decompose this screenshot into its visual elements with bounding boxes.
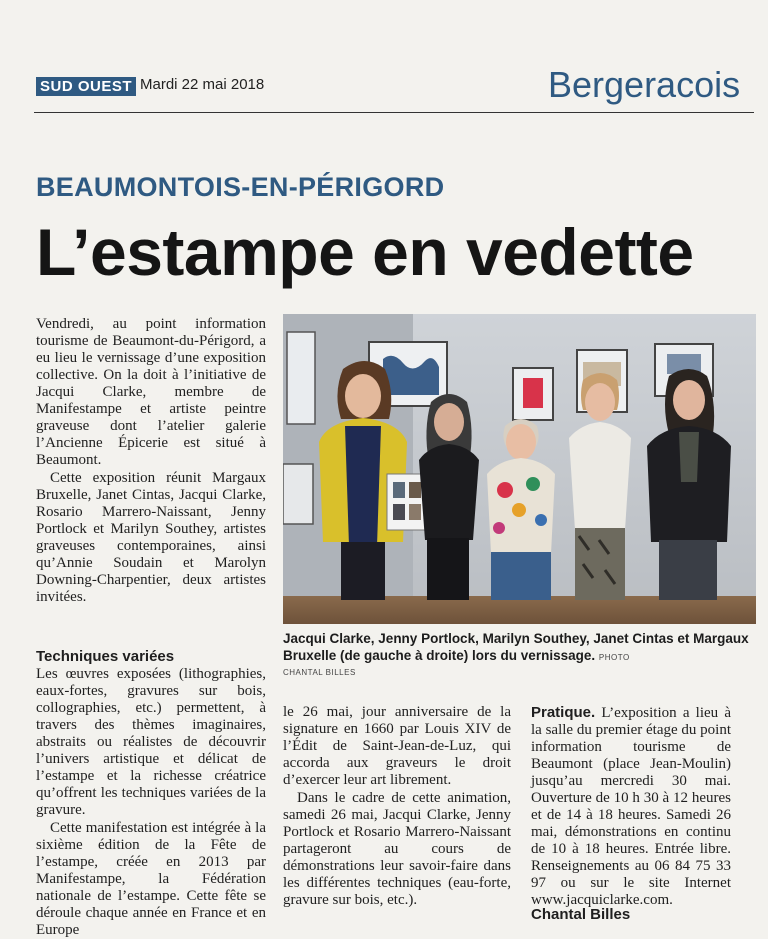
body-paragraph: le 26 mai, jour anniversaire de la signature en 1660 par Louis XIV de l’Édit de Saint-Jean-de-Luz, qui accorda aux graveurs le droit d’exercer leur art librement. bbox=[283, 704, 511, 788]
newspaper-logo: SUD OUEST bbox=[36, 77, 136, 96]
practical-info-text: L’exposition a lieu à la salle du premier étage du point information tourisme de Beaumont (place Jean-Moulin) jusqu’au mercredi 30 mai. Ouverture de 10 h 30 à 12 heures et de 14 à 18 heures. Samedi 26 mai, démonstrations en continu de 10 à 18 heures. Entrée libre. Renseignements au 06 84 75 33 97 ou sur le site Internet www.jacquiclarke.com. bbox=[531, 705, 731, 908]
body-paragraph: Les œuvres exposées (lithographies, eaux-fortes, gravures sur bois, collographies, etc.) permettent, à travers des thèmes imaginaires, abstraits ou réalistes de découvrir l’univers artistique et délicat de l’estampe et la richesse créatrice qu’offrent les techniques variées de la gravure. bbox=[36, 666, 266, 818]
lead-paragraph-1: Vendredi, au point information tourisme de Beaumont-du-Périgord, a eu lieu le vernissage d’une exposition collective. On la doit à l’initiative de Jacqui Clarke, membre de Manifestampe et artiste peintre graveuse dont l’atelier galerie l’Ancienne Épicerie est situé à Beaumont. bbox=[36, 316, 266, 468]
body-column-2 bbox=[283, 704, 511, 909]
lead-paragraph-2: Cette exposition réunit Margaux Bruxelle, Janet Cintas, Jacqui Clarke, Rosario Marrero-Naissant, Jenny Portlock et Marilyn Southey, artistes graveuses contemporaines, ainsi qu’Annie Soudain et Marolyn Downing-Charpentier, deux artistes invitées. bbox=[36, 470, 266, 605]
photo-credit-label: PHOTO bbox=[598, 653, 630, 662]
article-headline: L’estampe en vedette bbox=[36, 215, 694, 289]
body-paragraph: Cette manifestation est intégrée à la sixième édition de la Fête de l’estampe, créée en 2013 par Manifestampe, la Fédération nationale de l’estampe. Cette fête se déroule chaque année en France et en Europe bbox=[36, 820, 266, 938]
photo-caption-text: Jacqui Clarke, Jenny Portlock, Marilyn Southey, Janet Cintas et Margaux Bruxelle (de gauche à droite) lors du vernissage. bbox=[283, 631, 749, 663]
body-paragraph: Dans le cadre de cette animation, samedi 26 mai, Jacqui Clarke, Jenny Portlock et Rosario Marrero-Naissant partageront au cours de démonstrations leur savoir-faire dans les différentes techniques (eau-forte, gravure sur bois, etc.). bbox=[283, 790, 511, 908]
photo-caption bbox=[283, 630, 753, 666]
practical-info-lead-in: Pratique. bbox=[531, 704, 596, 721]
practical-info-column bbox=[531, 704, 731, 909]
author-byline: Chantal Billes bbox=[531, 906, 631, 923]
practical-info-paragraph bbox=[531, 704, 731, 909]
lead-column bbox=[36, 316, 266, 606]
article-kicker: BEAUMONTOIS-EN-PÉRIGORD bbox=[36, 172, 445, 202]
article-photo bbox=[283, 314, 756, 624]
article-subhead: Techniques variées bbox=[36, 648, 175, 665]
issue-date: Mardi 22 mai 2018 bbox=[140, 76, 265, 93]
photo-credit-name: CHANTAL BILLES bbox=[283, 668, 356, 677]
vernissage-photo-illustration bbox=[283, 314, 756, 624]
masthead-rule bbox=[34, 112, 754, 113]
body-column-1 bbox=[36, 666, 266, 939]
section-title: Bergeracois bbox=[548, 64, 741, 105]
